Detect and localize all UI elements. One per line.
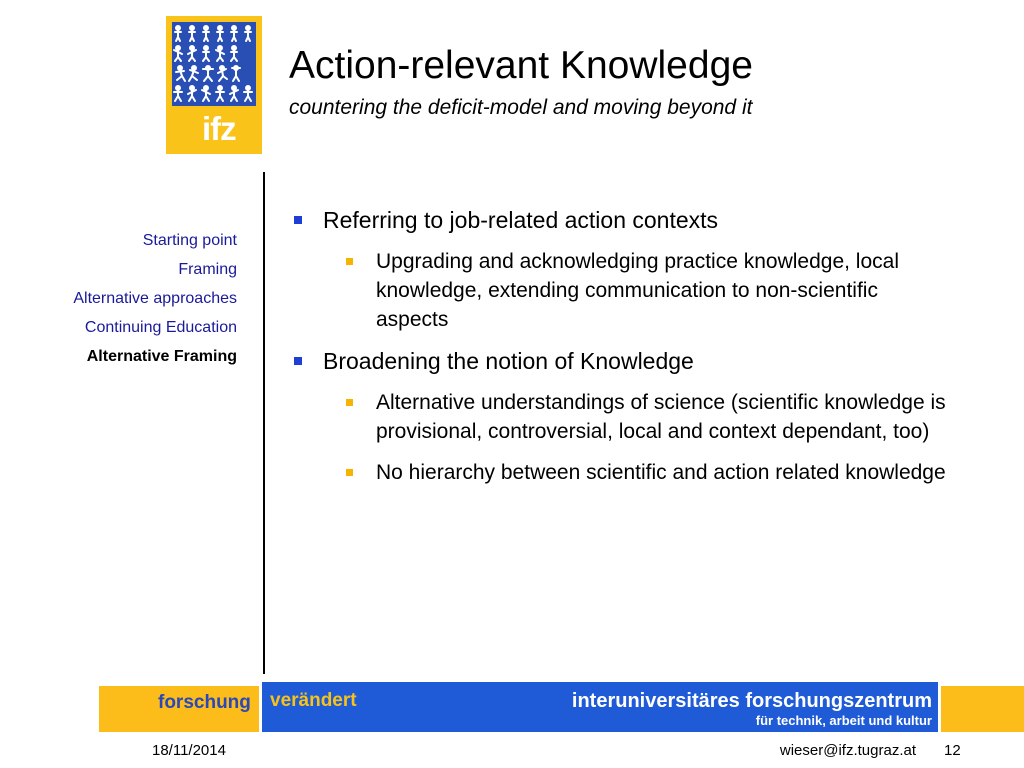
- sidebar-nav: [17, 230, 237, 375]
- page-number: 12: [944, 742, 961, 759]
- slide-subtitle: countering the deficit-model and moving beyond it: [289, 96, 753, 119]
- footer-banner-yellow-right: [941, 686, 1024, 732]
- bullet-level1: [293, 205, 973, 235]
- bullet-text: No hierarchy between scientific and action related knowledge: [376, 461, 946, 484]
- footer-date: 18/11/2014: [152, 742, 226, 759]
- nav-item-alternative-approaches[interactable]: Alternative approaches: [73, 290, 237, 307]
- bullet-level2: [346, 247, 946, 334]
- bullet-level2: [346, 388, 946, 446]
- square-bullet-icon: [346, 399, 353, 406]
- nav-item-framing[interactable]: Framing: [178, 261, 237, 278]
- square-bullet-icon: [346, 258, 353, 265]
- footer-forschung: forschung: [158, 692, 251, 713]
- vertical-divider: [263, 172, 265, 674]
- nav-item-continuing-education[interactable]: Continuing Education: [84, 319, 237, 336]
- bullet-text: Referring to job-related action contexts: [323, 207, 719, 233]
- bullet-text: Alternative understandings of science (scientific knowledge is provisional, controversial, local and context dependant, too): [376, 391, 946, 443]
- bullet-level1: [293, 346, 973, 376]
- footer-institute: interuniversitäres forschungszentrum: [571, 690, 932, 712]
- square-bullet-icon: [294, 216, 302, 224]
- square-bullet-icon: [346, 469, 353, 476]
- footer-veraendert: verändert: [270, 690, 357, 711]
- nav-item-starting-point[interactable]: Starting point: [142, 232, 237, 249]
- square-bullet-icon: [294, 357, 302, 365]
- nav-item-alternative-framing[interactable]: Alternative Framing: [86, 348, 237, 365]
- bullet-text: Upgrading and acknowledging practice knowledge, local knowledge, extending communication to non-scientific aspects: [376, 250, 900, 331]
- bullet-level2: [346, 458, 946, 487]
- footer-email[interactable]: wieser@ifz.tugraz.at: [779, 742, 916, 759]
- slide-title: Action-relevant Knowledge: [289, 44, 753, 87]
- ifz-logo: [166, 16, 262, 154]
- logo-figures-icon: [172, 22, 256, 106]
- slide-content: [293, 205, 973, 499]
- bullet-text: Broadening the notion of Knowledge: [323, 348, 694, 374]
- logo-text: ifz: [202, 110, 236, 147]
- footer-institute-sub: für technik, arbeit und kultur: [755, 713, 932, 728]
